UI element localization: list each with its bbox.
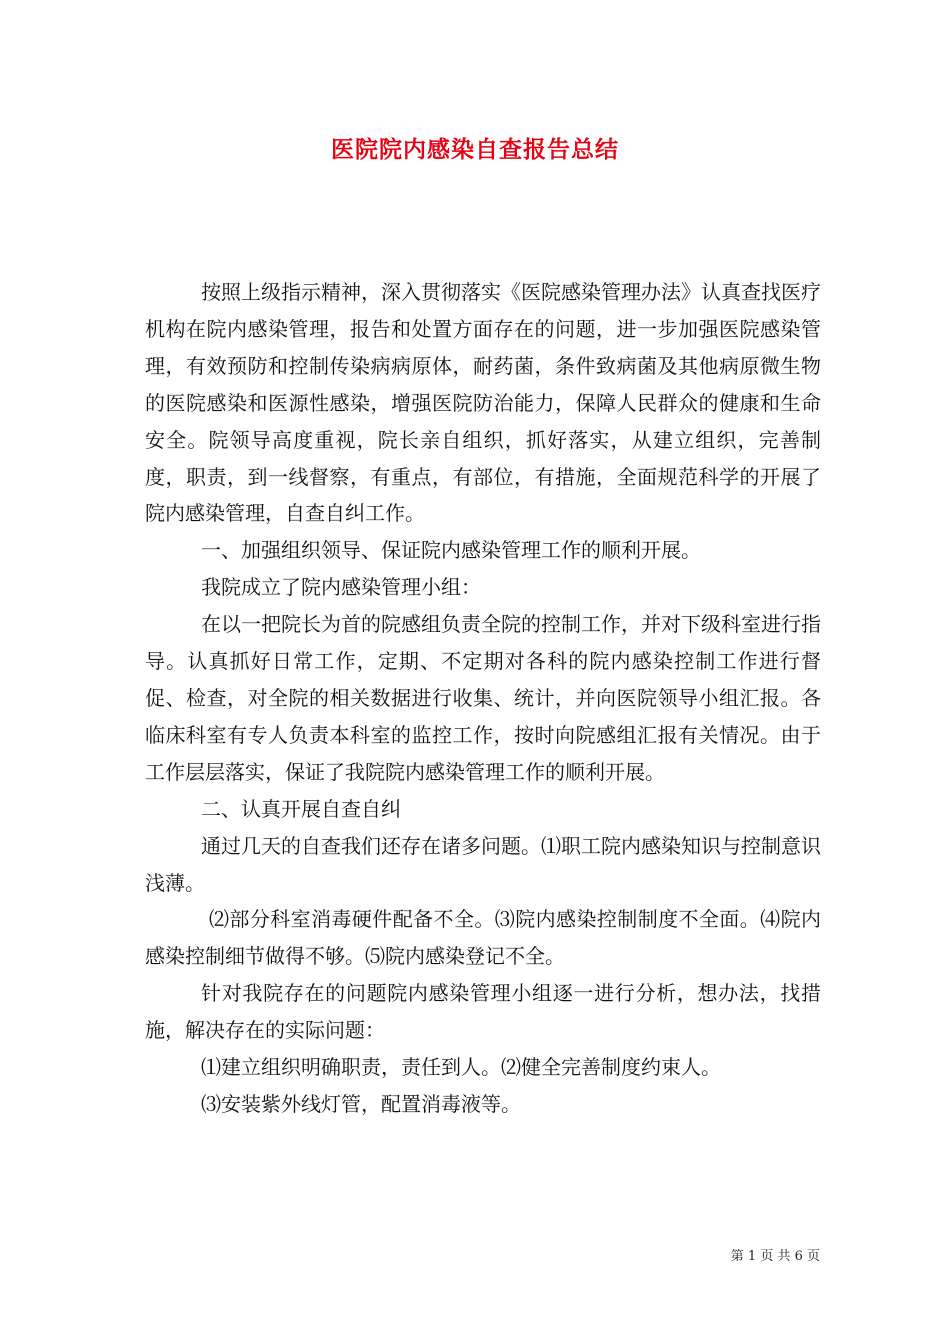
page-footer bbox=[640, 1247, 820, 1267]
paragraph-group-formed: 我院成立了院内感染管理小组： bbox=[201, 575, 481, 600]
paragraph-measures-1: ⑴建立组织明确职责，责任到人。⑵健全完善制度约束人。 bbox=[201, 1055, 721, 1080]
paragraph-group-duties: 在以一把院长为首的院感组负责全院的控制工作，并对下级科室进行指导。认真抓好日常工作，定期、不定期对各科的院内感染控制工作进行督促、检查，对全院的相关数据进行收集、统计，并向医院领导小组汇报。各临床科室有专人负责本科室的监控工作，按时向院感组汇报有关情况。由于工作层层落实，保证了我院院内感染管理工作的顺利开展。 bbox=[145, 612, 821, 784]
document-title: 医院院内感染自查报告总结 bbox=[331, 136, 619, 163]
paragraph-problems-list: ⑵部分科室消毒硬件配备不全。⑶院内感染控制制度不全面。⑷院内感染控制细节做得不够。⑸院内感染登记不全。 bbox=[145, 907, 821, 969]
section-heading-one: 一、加强组织领导、保证院内感染管理工作的顺利开展。 bbox=[201, 538, 701, 563]
paragraph-measures-intro: 针对我院存在的问题院内感染管理小组逐一进行分析，想办法，找措施，解决存在的实际问题： bbox=[145, 981, 821, 1043]
paragraph-measures-2: ⑶安装紫外线灯管，配置消毒液等。 bbox=[201, 1091, 521, 1116]
section-heading-two: 二、认真开展自查自纠 bbox=[201, 796, 401, 821]
document-body bbox=[145, 274, 821, 1123]
paragraph-intro: 按照上级指示精神，深入贯彻落实《医院感染管理办法》认真查找医疗机构在院内感染管理，报告和处置方面存在的问题，进一步加强医院感染管理，有效预防和控制传染病病原体，耐药菌，条件致病菌及其他病原微生物的医院感染和医源性感染，增强医院防治能力，保障人民群众的健康和生命安全。院领导高度重视，院长亲自组织，抓好落实，从建立组织，完善制度，职责，到一线督察，有重点，有部位，有措施，全面规范科学的开展了院内感染管理，自查自纠工作。 bbox=[145, 280, 821, 526]
page-number-label: 第 1 页 共 6 页 bbox=[730, 1249, 820, 1264]
paragraph-problems-intro: 通过几天的自查我们还存在诸多问题。⑴职工院内感染知识与控制意识浅薄。 bbox=[145, 833, 821, 895]
